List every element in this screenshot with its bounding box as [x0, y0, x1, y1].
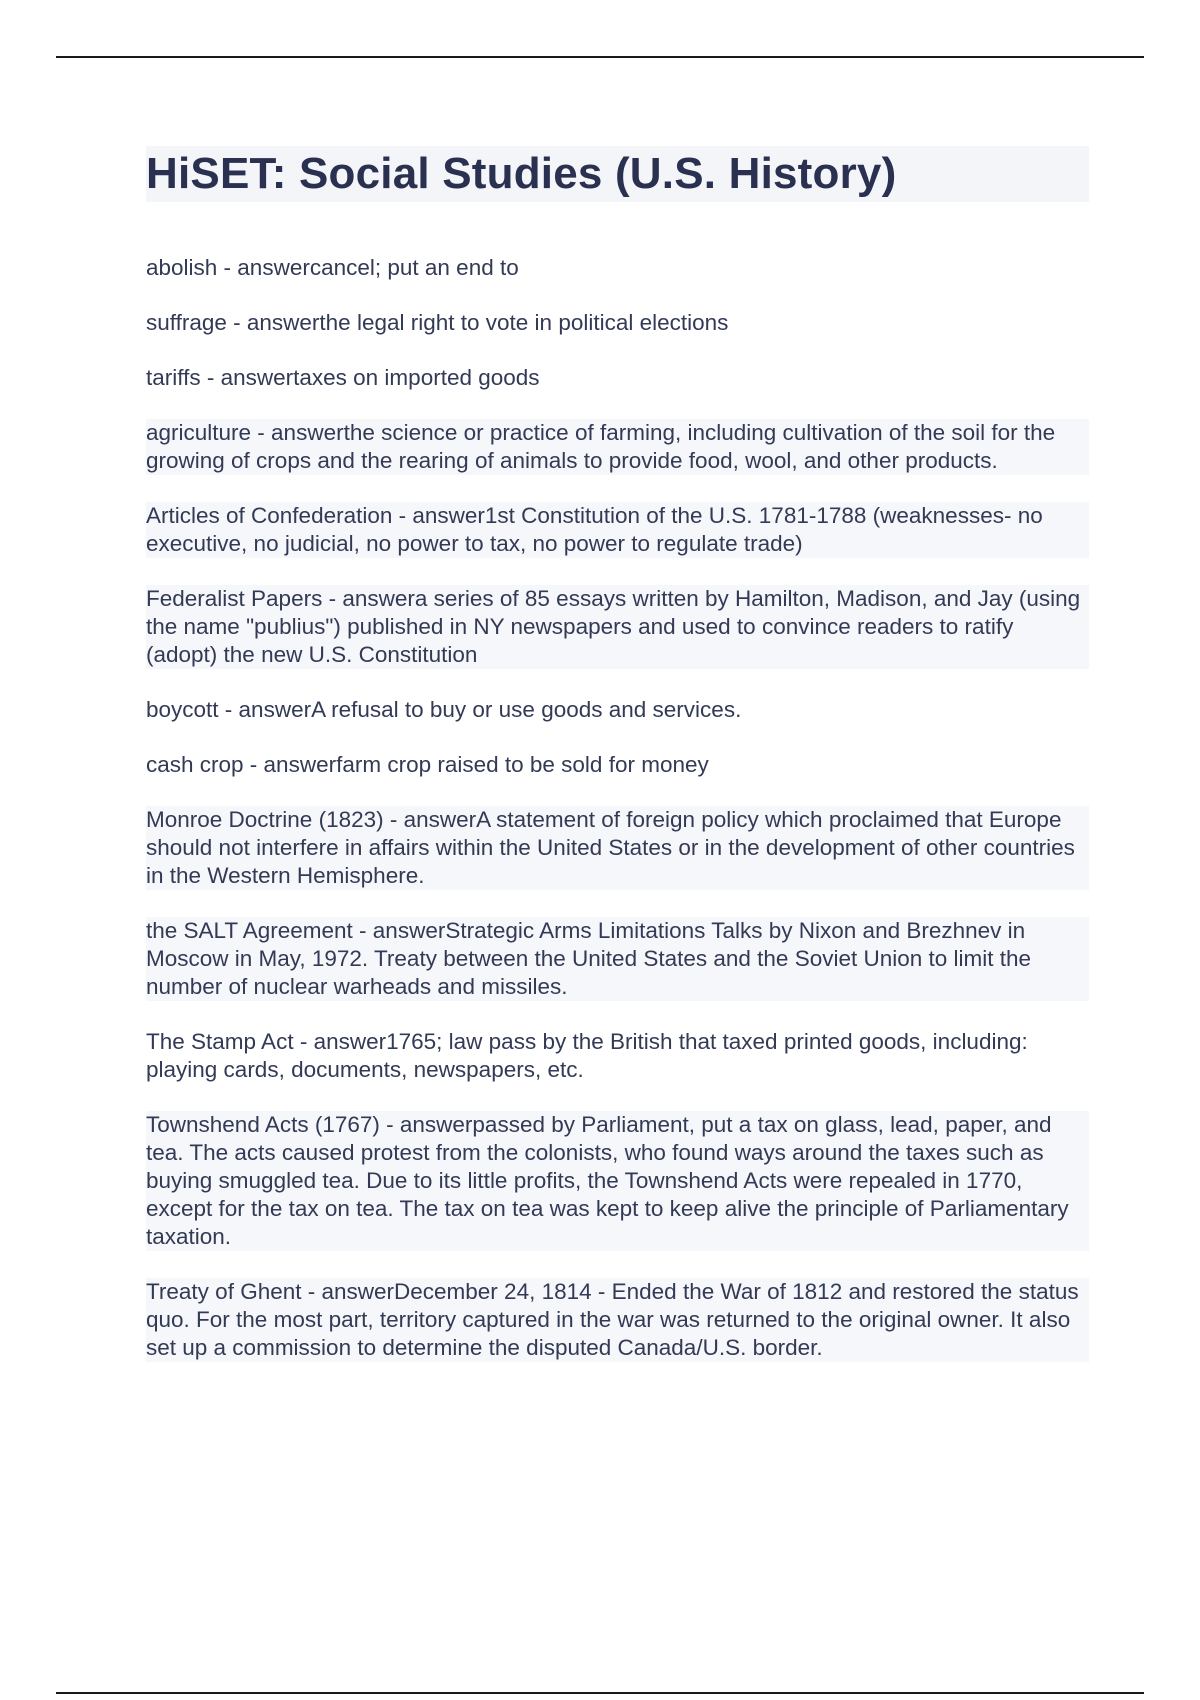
- entry-cash-crop: cash crop - answerfarm crop raised to be sold for money: [146, 752, 709, 777]
- entry-salt-agreement: the SALT Agreement - answerStrategic Arms Limitations Talks by Nixon and Brezhnev in Moscow in May, 1972. Treaty between the United States and the Soviet Union to limit the number of nuclear warheads and missiles.: [146, 917, 1089, 1001]
- entry-tariffs: tariffs - answertaxes on imported goods: [146, 365, 540, 390]
- entry-agriculture: agriculture - answerthe science or practice of farming, including cultivation of the soil for the growing of crops and the rearing of animals to provide food, wool, and other products.: [146, 419, 1089, 475]
- document-body: [146, 146, 1089, 1389]
- entry-monroe-doctrine: Monroe Doctrine (1823) - answerA statement of foreign policy which proclaimed that Europe should not interfere in affairs within the United States or in the development of other countries in the Western Hemisphere.: [146, 806, 1089, 890]
- page-title: HiSET: Social Studies (U.S. History): [146, 149, 897, 198]
- entry-suffrage: suffrage - answerthe legal right to vote in political elections: [146, 310, 729, 335]
- title-band: [146, 146, 1089, 202]
- bottom-rule: [56, 1692, 1144, 1694]
- entry-stamp-act: The Stamp Act - answer1765; law pass by the British that taxed printed goods, including: playing cards, documents, newspapers, etc.: [146, 1029, 1028, 1082]
- entry-articles-of-confederation: Articles of Confederation - answer1st Constitution of the U.S. 1781-1788 (weaknesses- no executive, no judicial, no power to tax, no power to regulate trade): [146, 502, 1089, 558]
- entry-townshend-acts: Townshend Acts (1767) - answerpassed by Parliament, put a tax on glass, lead, paper, and tea. The acts caused protest from the colonists, who found ways around the taxes such as buying smuggled tea. Due to its little profits, the Townshend Acts were repealed in 1770, except for the tax on tea. The tax on tea was kept to keep alive the principle of Parliamentary taxation.: [146, 1111, 1089, 1251]
- entry-treaty-of-ghent: Treaty of Ghent - answerDecember 24, 1814 - Ended the War of 1812 and restored the status quo. For the most part, territory captured in the war was returned to the original owner. It also set up a commission to determine the disputed Canada/U.S. border.: [146, 1278, 1089, 1362]
- entry-abolish: abolish - answercancel; put an end to: [146, 255, 519, 280]
- entry-federalist-papers: Federalist Papers - answera series of 85 essays written by Hamilton, Madison, and Jay (using the name "publius") published in NY newspapers and used to convince readers to ratify (adopt) the new U.S. Constitution: [146, 585, 1089, 669]
- top-rule: [56, 56, 1144, 58]
- entry-boycott: boycott - answerA refusal to buy or use goods and services.: [146, 697, 742, 722]
